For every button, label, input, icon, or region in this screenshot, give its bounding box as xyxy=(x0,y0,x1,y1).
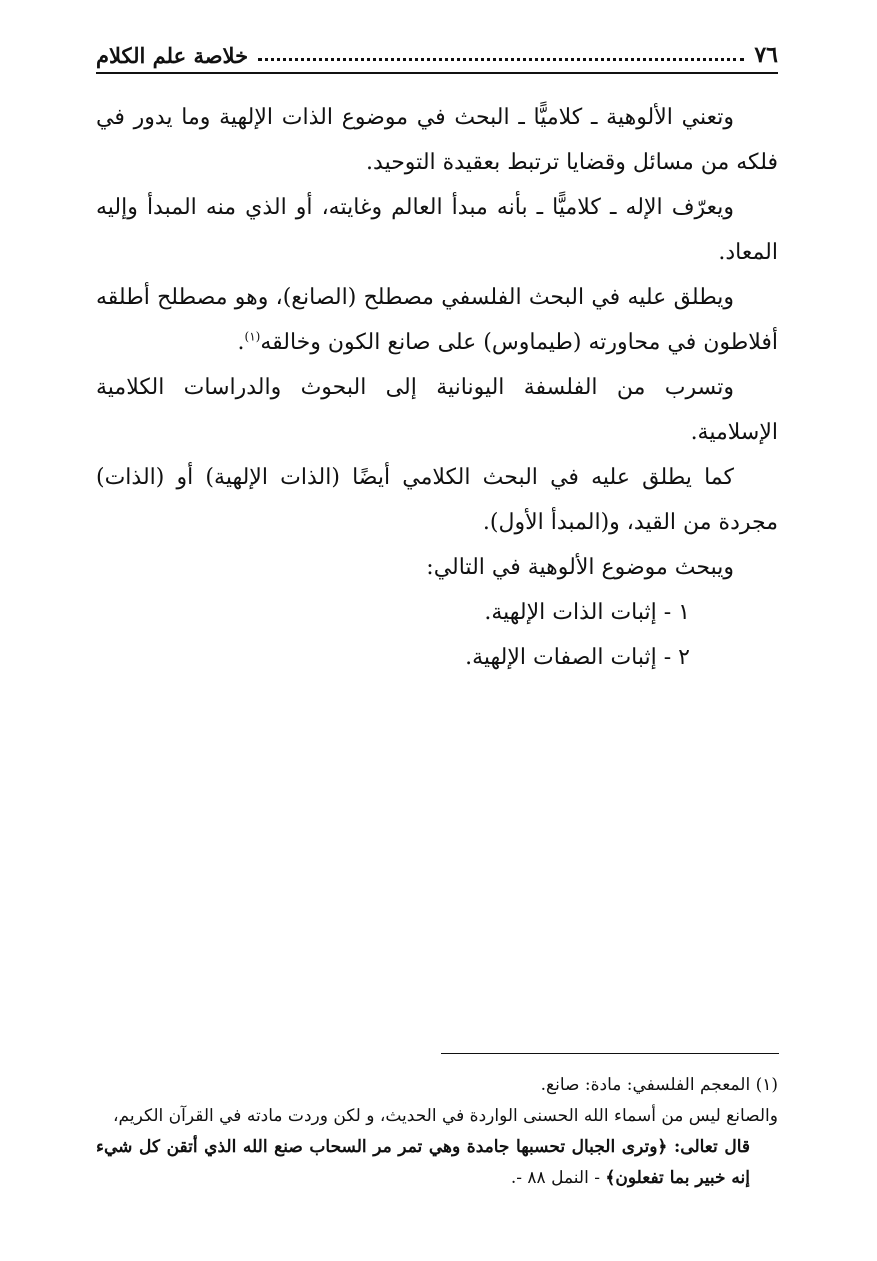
footnote-1-continuation: والصانع ليس من أسماء الله الحسنى الواردة في الحديث، و لكن وردت مادته في القرآن الكريم، xyxy=(113,1106,778,1126)
running-header xyxy=(96,34,778,74)
paragraph-1: وتعني الألوهية ـ كلاميًّا ـ البحث في موضوع الذات الإلهية وما يدور في فلكه من مسائل وقضايا ترتبط بعقيدة التوحيد. xyxy=(96,105,778,175)
footnote-reference-1[interactable]: (١) xyxy=(244,329,261,344)
paragraph-4: وتسرب من الفلسفة اليونانية إلى البحوث والدراسات الكلامية الإسلامية. xyxy=(96,375,778,445)
footnotes xyxy=(96,1070,778,1194)
header-dot-leader xyxy=(258,58,744,61)
verse-reference: - النمل ٨٨ -. xyxy=(510,1168,606,1188)
paragraph-2: ويعرّف الإله ـ كلاميًّا ـ بأنه مبدأ العالم وغايته، أو الذي منه المبدأ وإليه المعاد. xyxy=(96,195,778,265)
main-text xyxy=(96,95,778,680)
paragraph-6: ويبحث موضوع الألوهية في التالي: xyxy=(426,555,734,580)
list-item-2: ٢ - إثبات الصفات الإلهية. xyxy=(465,645,690,670)
paragraph-5: كما يطلق عليه في البحث الكلامي أيضًا (الذات الإلهية) أو (الذات) مجردة من القيد، و(المبدأ الأول). xyxy=(96,465,778,535)
paragraph-3 xyxy=(96,275,778,365)
footnote-separator xyxy=(441,1053,779,1054)
list-item-1: ١ - إثبات الذات الإلهية. xyxy=(484,600,690,625)
paragraph-3-text: ويطلق عليه في البحث الفلسفي مصطلح (الصانع)، وهو مصطلح أطلقه أفلاطون في محاورته (طيماوس) على صانع الكون وخالقه xyxy=(96,285,778,355)
footnote-1: (١) المعجم الفلسفي: مادة: صانع. xyxy=(540,1075,778,1095)
page-number: ٧٦ xyxy=(754,42,778,68)
verse-intro: قال تعالى: xyxy=(667,1137,750,1157)
footnote-1-quote xyxy=(96,1132,778,1194)
quran-verse: ﴿وترى الجبال تحسبها جامدة وهي تمر مر السحاب صنع الله الذي أتقن كل شيء إنه خبير بما تفعلون﴾ xyxy=(96,1137,750,1188)
paragraph-3-end: . xyxy=(237,330,245,355)
book-title: خلاصة علم الكلام xyxy=(96,43,249,68)
